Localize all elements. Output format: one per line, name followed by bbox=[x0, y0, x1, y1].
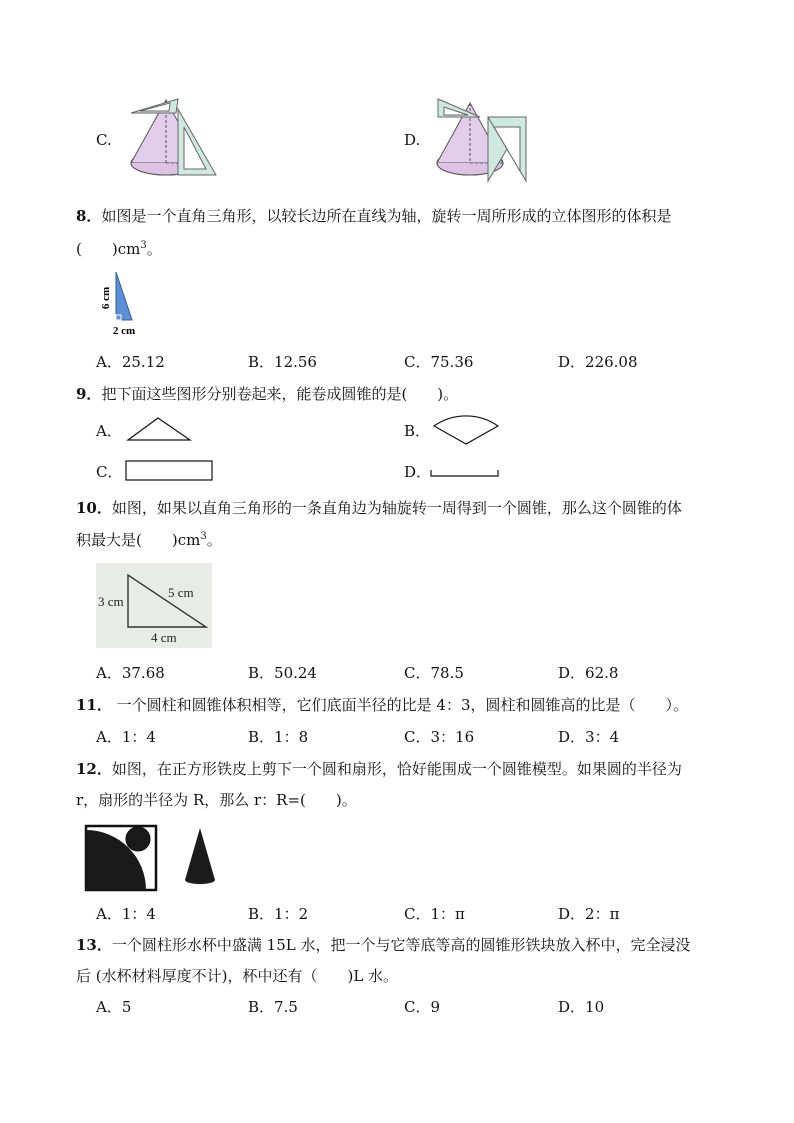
question-number: 8． bbox=[76, 207, 102, 225]
q13-option-b[interactable]: B．7.5 bbox=[248, 998, 298, 1016]
question-text: 如图，如果以直角三角形的一条直角边为轴旋转一周得到一个圆锥，那么这个圆锥的体 bbox=[111, 499, 682, 517]
q11-option-a[interactable]: A．1：4 bbox=[96, 728, 156, 746]
q13-option-a[interactable]: A．5 bbox=[96, 998, 132, 1016]
question-10-line2 bbox=[76, 530, 222, 550]
q12-option-b[interactable]: B．1：2 bbox=[248, 905, 309, 923]
question-text: 如图是一个直角三角形，以较长边所在直线为轴，旋转一周所形成的立体图形的体积是 bbox=[101, 207, 672, 225]
q8-option-a[interactable]: A．25.12 bbox=[96, 353, 165, 371]
q10-option-b[interactable]: B．50.24 bbox=[248, 664, 317, 682]
q9-option-b[interactable]: B． bbox=[404, 422, 431, 440]
question-text: 一个圆柱形水杯中盛满 15L 水，把一个与它等底等高的圆锥形铁块放入杯中，完全浸没 bbox=[111, 936, 691, 954]
cone-set-square-figure-c bbox=[126, 95, 222, 185]
question-8-line1 bbox=[76, 206, 671, 226]
q10-option-a[interactable]: A．37.68 bbox=[96, 664, 165, 682]
q12-option-a[interactable]: A．1：4 bbox=[96, 905, 156, 923]
q9-option-c[interactable]: C． bbox=[96, 463, 123, 481]
question-text: 一个圆柱和圆锥体积相等，它们底面半径的比是 4：3，圆柱和圆锥高的比是（ ）。 bbox=[111, 696, 689, 714]
answer-blank-text: ( )cm bbox=[76, 240, 141, 258]
cone-set-square-figure-d bbox=[432, 95, 532, 185]
base-4cm-label: 4 cm bbox=[151, 630, 177, 645]
side-3cm-label: 3 cm bbox=[98, 594, 124, 609]
answer-blank-text: 积最大是( )cm bbox=[76, 531, 201, 549]
q9-option-d[interactable]: D． bbox=[404, 463, 432, 481]
q13-option-d[interactable]: D．10 bbox=[558, 998, 605, 1016]
question-8-line2 bbox=[76, 239, 162, 259]
question-12-line1 bbox=[76, 759, 682, 779]
question-number: 9． bbox=[76, 385, 102, 403]
question-10-line1 bbox=[76, 498, 682, 518]
option-c-label: C. bbox=[96, 131, 112, 149]
right-triangle-3-4-5-figure bbox=[96, 563, 212, 648]
question-number: 12． bbox=[76, 760, 112, 778]
question-text: 如图，在正方形铁皮上剪下一个圆和扇形，恰好能围成一个圆锥模型。如果圆的半径为 bbox=[111, 760, 682, 778]
option-d-label: D. bbox=[404, 131, 421, 149]
line-segment-shape-icon bbox=[428, 464, 504, 480]
triangle-shape-icon bbox=[124, 414, 196, 444]
q13-option-c[interactable]: C．9 bbox=[404, 998, 441, 1016]
rectangle-shape-icon bbox=[124, 458, 216, 484]
superscript: 3 bbox=[200, 531, 207, 542]
base-label: 2 cm bbox=[112, 325, 136, 337]
height-label: 6 cm bbox=[100, 286, 112, 310]
superscript: 3 bbox=[140, 240, 147, 251]
sector-shape-icon bbox=[430, 414, 502, 448]
hypotenuse-5cm-label: 5 cm bbox=[168, 585, 194, 600]
punctuation: 。 bbox=[206, 531, 222, 549]
q12-option-d[interactable]: D．2：π bbox=[558, 905, 620, 923]
question-text: 把下面这些图形分别卷起来，能卷成圆锥的是( )。 bbox=[101, 385, 459, 403]
q8-option-c[interactable]: C．75.36 bbox=[404, 353, 474, 371]
question-number: 10． bbox=[76, 499, 112, 517]
q10-option-c[interactable]: C．78.5 bbox=[404, 664, 464, 682]
question-9 bbox=[76, 384, 458, 404]
q11-option-c[interactable]: C．3：16 bbox=[404, 728, 475, 746]
q9-option-a[interactable]: A． bbox=[96, 422, 122, 440]
q12-option-c[interactable]: C．1：π bbox=[404, 905, 465, 923]
question-13-line1 bbox=[76, 935, 690, 955]
q8-option-b[interactable]: B．12.56 bbox=[248, 353, 317, 371]
cone-model-figure bbox=[180, 826, 220, 888]
q8-option-d[interactable]: D．226.08 bbox=[558, 353, 638, 371]
question-number: 13． bbox=[76, 936, 112, 954]
q11-option-d[interactable]: D．3：4 bbox=[558, 728, 620, 746]
question-13-line2: 后 (水杯材料厚度不计)，杯中还有（ )L 水。 bbox=[76, 967, 399, 985]
punctuation: 。 bbox=[146, 240, 162, 258]
q10-option-d[interactable]: D．62.8 bbox=[558, 664, 619, 682]
question-12-line2: r，扇形的半径为 R，那么 r：R=( )。 bbox=[76, 791, 357, 809]
question-number: 11． bbox=[76, 696, 112, 714]
square-sheet-circle-sector-figure bbox=[84, 824, 160, 892]
right-triangle-figure bbox=[96, 268, 148, 340]
q11-option-b[interactable]: B．1：8 bbox=[248, 728, 309, 746]
question-11 bbox=[76, 695, 688, 715]
